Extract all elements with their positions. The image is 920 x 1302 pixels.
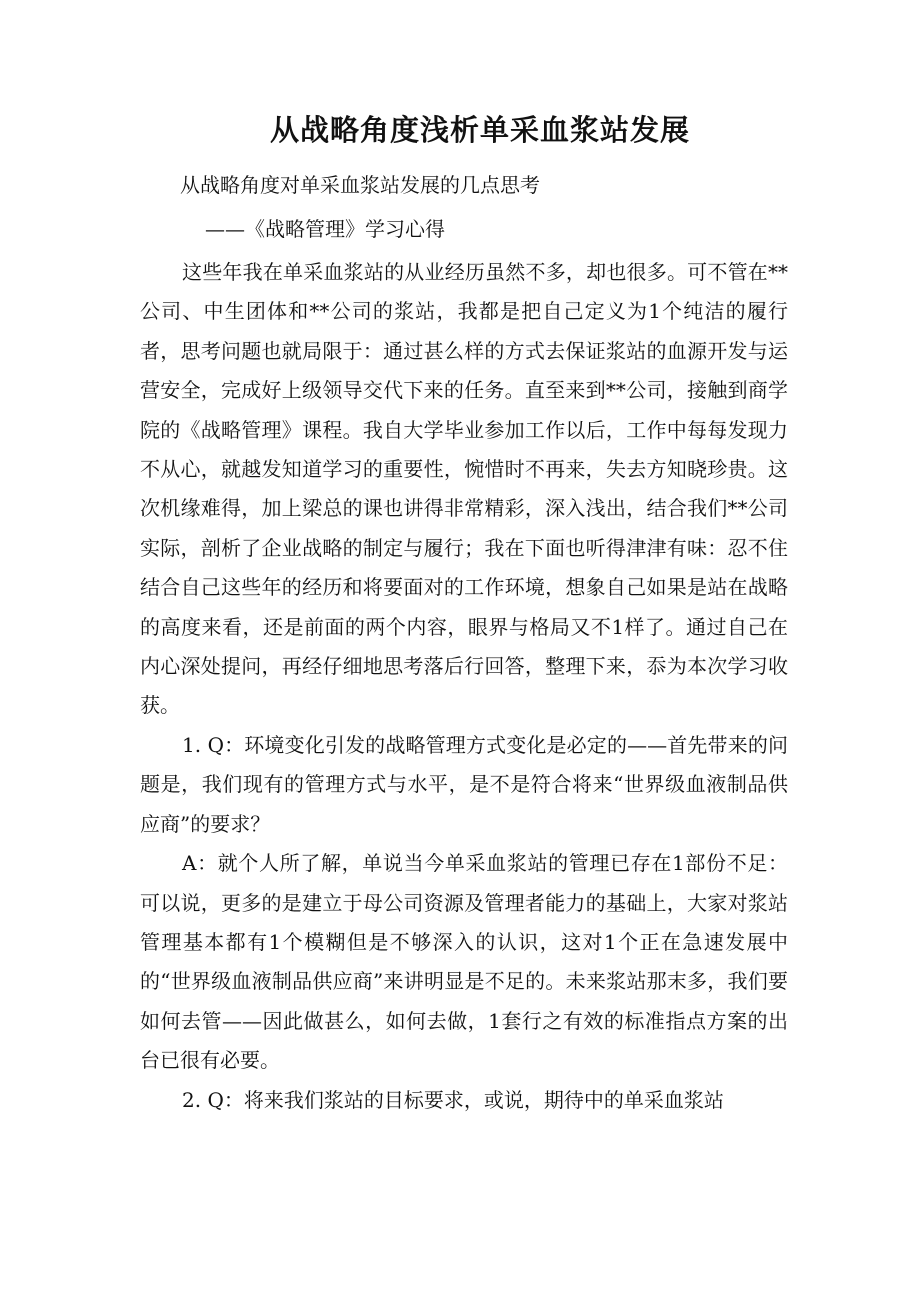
document-subtitle-2: ——《战略管理》学习心得 (205, 217, 445, 241)
document-body (140, 253, 788, 1120)
paragraph-answer-1: A：就个人所了解，单说当今单采血浆站的管理已存在1部份不足：可以说，更多的是建立于母公司资源及管理者能力的基础上，大家对浆站管理基本都有1个模糊但是不够深入的认识，这对1个正在急速发展中的“世界级血液制品供应商”来讲明显是不足的。未来浆站那末多，我们要如何去管——因此做甚么，如何去做，1套行之有效的标准指点方案的出台已很有必要。 (140, 851, 788, 1073)
document-subtitle: 从战略角度对单采血浆站发展的几点思考 (180, 173, 540, 197)
paragraph-intro: 这些年我在单采血浆站的从业经历虽然不多，却也很多。可不管在**公司、中生团体和**公司的浆站，我都是把自己定义为1个纯洁的履行者，思考问题也就局限于：通过甚么样的方式去保证浆站的血源开发与运营安全，完成好上级领导交代下来的任务。直至来到**公司，接触到商学院的《战略管理》课程。我自大学毕业参加工作以后，工作中每每发现力不从心，就越发知道学习的重要性，惋惜时不再来，失去方知晓珍贵。这次机缘难得，加上梁总的课也讲得非常精彩，深入浅出，结合我们**公司实际，剖析了企业战略的制定与履行；我在下面也听得津津有味：忍不住结合自己这些年的经历和将要面对的工作环境，想象自己如果是站在战略的高度来看，还是前面的两个内容，眼界与格局又不1样了。通过自己在内心深处提问，再经仔细地思考落后行回答，整理下来，忝为本次学习收获。 (140, 260, 788, 718)
paragraph-question-2: 2. Q：将来我们浆站的目标要求，或说，期待中的单采血浆站 (182, 1087, 724, 1112)
paragraph-question-1: 1. Q：环境变化引发的战略管理方式变化是必定的——首先带来的问题是，我们现有的管理方式与水平，是不是符合将来“世界级血液制品供应商”的要求？ (140, 732, 788, 836)
document-title: 从战略角度浅析单采血浆站发展 (269, 113, 690, 147)
